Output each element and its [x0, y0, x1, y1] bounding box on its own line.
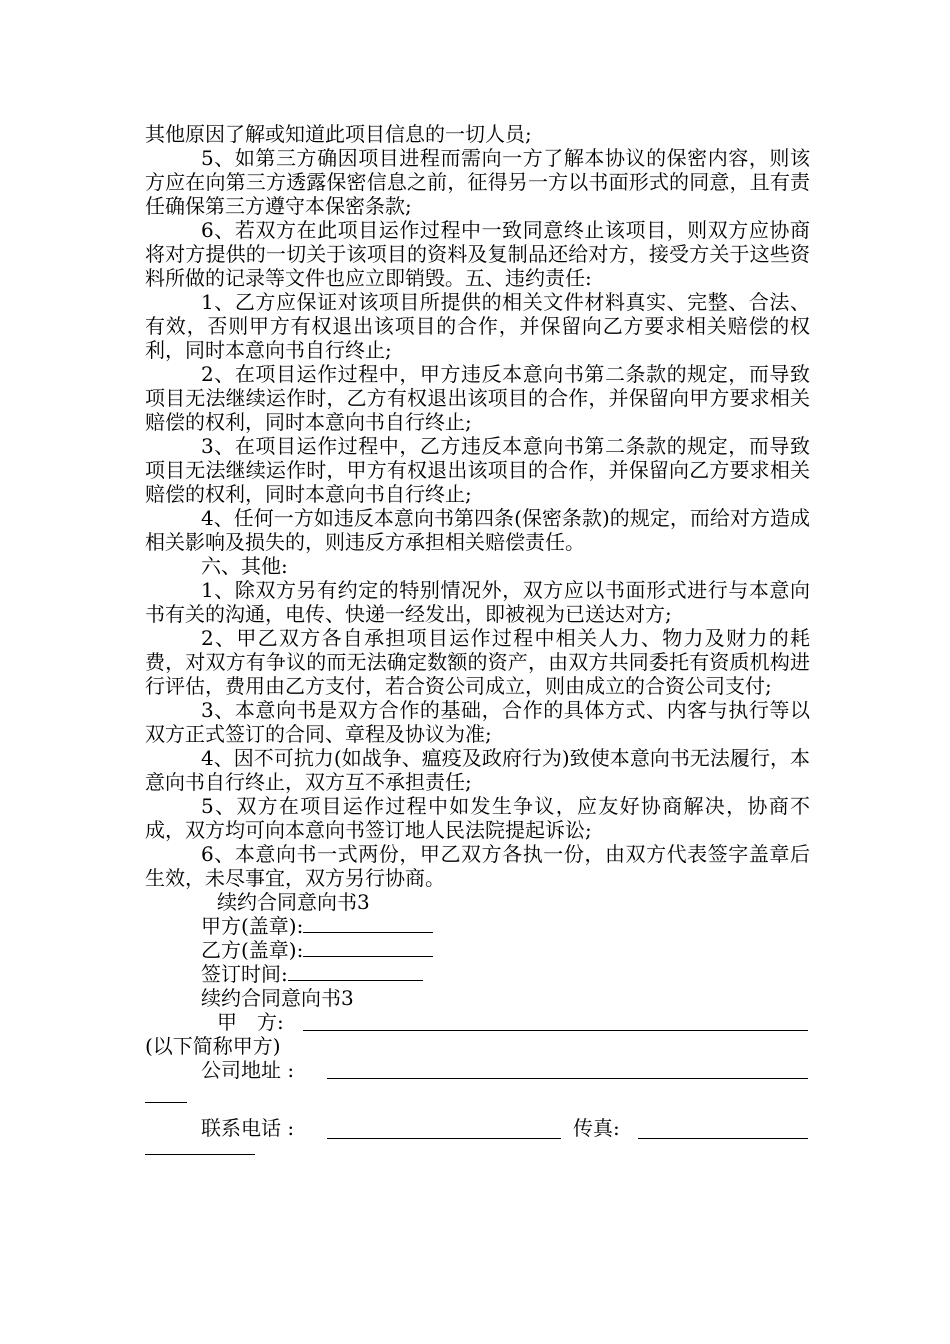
- address-blank[interactable]: [327, 1078, 808, 1079]
- paragraph: 六、其他:: [201, 554, 288, 578]
- phone-label: 联系电话 :: [201, 1116, 295, 1140]
- address-blank-continued[interactable]: [145, 1102, 187, 1103]
- signature-date: [145, 962, 810, 986]
- party-a-row: [145, 1010, 810, 1034]
- fax-continuation-row: [145, 1140, 810, 1164]
- paragraph: 1、乙方应保证对该项目所提供的相关文件材料真实、完整、合法、有效，否则甲方有权退出该项目的合作，并保留向乙方要求相关赔偿的权利，同时本意向书自行终止;: [145, 290, 810, 362]
- fax-blank-continued[interactable]: [145, 1154, 255, 1155]
- signature-party-b-label: 乙方(盖章):: [201, 938, 304, 962]
- signature-date-label: 签订时间:: [201, 962, 288, 986]
- section-title: 续约合同意向书3: [217, 890, 370, 914]
- signature-party-b: [145, 938, 810, 962]
- paragraph: 5、如第三方确因项目进程而需向一方了解本协议的保密内容，则该方应在向第三方透露保密信息之前，征得另一方以书面形式的同意，且有责任确保第三方遵守本保密条款;: [145, 146, 810, 218]
- paragraph: 5、双方在项目运作过程中如发生争议，应友好协商解决，协商不成，双方均可向本意向书签订地人民法院提起诉讼;: [145, 794, 810, 842]
- paragraph: 3、在项目运作过程中，乙方违反本意向书第二条款的规定，而导致项目无法继续运作时，甲方有权退出该项目的合作，并保留向乙方要求相关赔偿的权利，同时本意向书自行终止;: [145, 434, 810, 506]
- phone-blank[interactable]: [327, 1138, 561, 1139]
- section-title: 续约合同意向书3: [201, 986, 354, 1010]
- party-a-note: (以下简称甲方): [145, 1034, 281, 1058]
- fax-blank[interactable]: [638, 1138, 808, 1139]
- phone-fax-row: [145, 1116, 810, 1140]
- paragraph: 3、本意向书是双方合作的基础，合作的具体方式、内客与执行等以双方正式签订的合同、章程及协议为准;: [145, 698, 810, 746]
- address-label: 公司地址 :: [201, 1058, 295, 1082]
- fax-label: 传真:: [573, 1116, 620, 1140]
- paragraph: 1、除双方另有约定的特别情况外，双方应以书面形式进行与本意向书有关的沟通，电传、快递一经发出，即被视为已送达对方;: [145, 578, 810, 626]
- party-a-label: 甲 方:: [217, 1010, 284, 1034]
- paragraph: 其他原因了解或知道此项目信息的一切人员;: [145, 122, 532, 146]
- signature-party-a-label: 甲方(盖章):: [201, 914, 304, 938]
- paragraph: 2、甲乙双方各自承担项目运作过程中相关人力、物力及财力的耗费，对双方有争议的而无法确定数额的资产，由双方共同委托有资质机构进行评估，费用由乙方支付，若合资公司成立，则由成立的合资公司支付;: [145, 626, 810, 698]
- paragraph: 6、本意向书一式两份，甲乙双方各执一份，由双方代表签字盖章后生效，未尽事宜，双方另行协商。: [145, 842, 810, 890]
- signature-party-a-blank[interactable]: [303, 914, 433, 933]
- address-row: [145, 1058, 810, 1082]
- paragraph: 6、若双方在此项目运作过程中一致同意终止该项目，则双方应协商将对方提供的一切关于该项目的资料及复制品还给对方，接受方关于这些资料所做的记录等文件也应立即销毁。五、违约责任:: [145, 218, 810, 290]
- party-a-note-row: [145, 1034, 810, 1058]
- signature-party-a: [145, 914, 810, 938]
- signature-date-blank[interactable]: [288, 962, 423, 981]
- address-continuation-row: [145, 1082, 810, 1116]
- signature-party-b-blank[interactable]: [303, 938, 433, 957]
- party-a-blank[interactable]: [303, 1030, 808, 1031]
- paragraph: 4、因不可抗力(如战争、瘟疫及政府行为)致使本意向书无法履行，本意向书自行终止，双方互不承担责任;: [145, 746, 810, 794]
- paragraph: 2、在项目运作过程中，甲方违反本意向书第二条款的规定，而导致项目无法继续运作时，乙方有权退出该项目的合作，并保留向甲方要求相关赔偿的权利，同时本意向书自行终止;: [145, 362, 810, 434]
- paragraph: 4、任何一方如违反本意向书第四条(保密条款)的规定，而给对方造成相关影响及损失的，则违反方承担相关赔偿责任。: [145, 506, 810, 554]
- document-body: [145, 122, 810, 1164]
